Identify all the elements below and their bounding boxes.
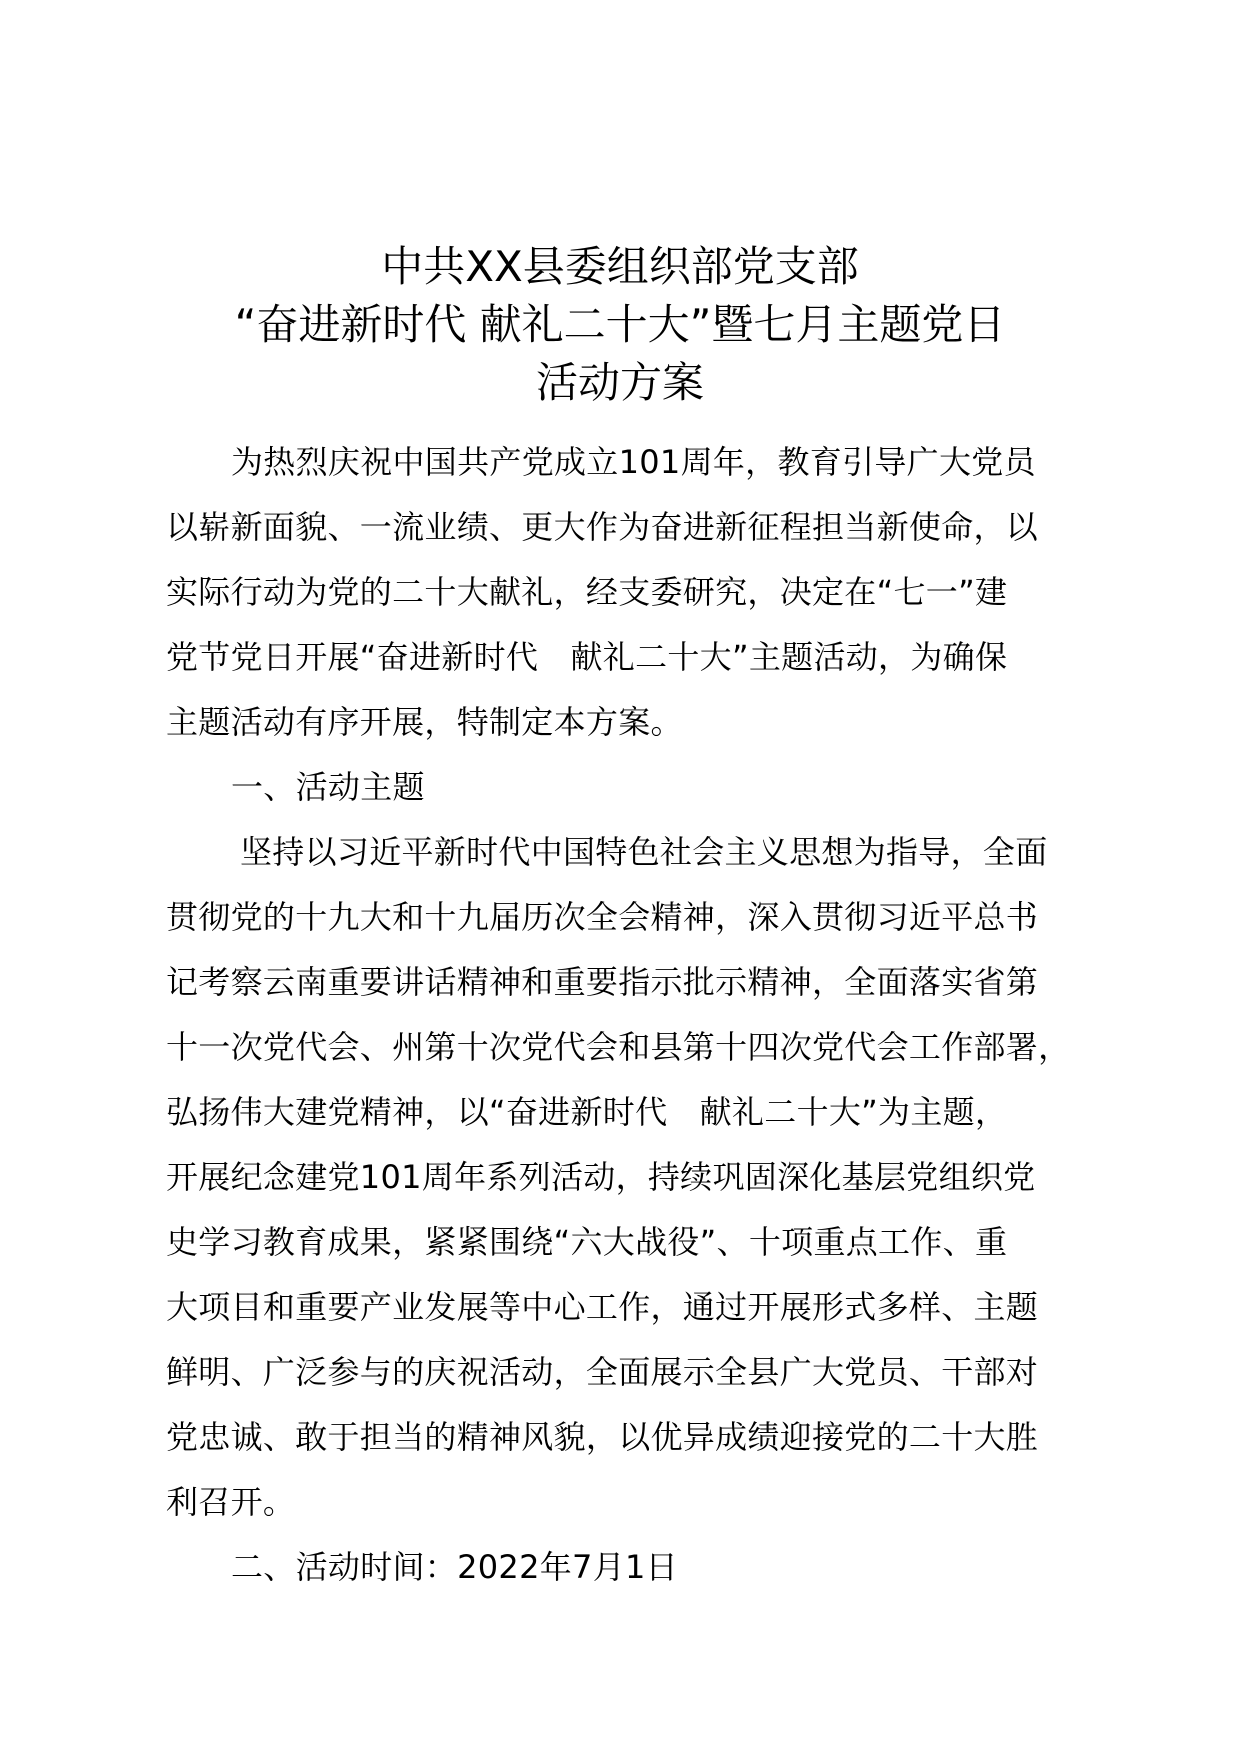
section-1-line-6: 开展纪念建党101周年系列活动，持续巩固深化基层党组织党	[166, 1158, 1036, 1196]
section-1-line-10: 党忠诚、敢于担当的精神风貌，以优异成绩迎接党的二十大胜	[166, 1418, 1039, 1456]
section-1-line-11: 利召开。	[166, 1483, 296, 1521]
intro-line-4: 党节党日开展“奋进新时代 献礼二十大”主题活动，为确保	[166, 638, 1008, 676]
document-body	[166, 430, 1102, 1600]
document-title	[0, 238, 1240, 412]
section-1-line-5: 弘扬伟大建党精神，以“奋进新时代 献礼二十大”为主题，	[166, 1093, 1008, 1131]
intro-line-1: 为热烈庆祝中国共产党成立101周年，教育引导广大党员	[231, 443, 1036, 481]
section-1-line-7: 史学习教育成果，紧紧围绕“六大战役”、十项重点工作、重	[166, 1223, 1008, 1261]
section-1-line-4: 十一次党代会、州第十次党代会和县第十四次党代会工作部署，	[166, 1028, 1071, 1066]
title-line-1: 中共XX县委组织部党支部	[381, 242, 859, 291]
intro-line-5: 主题活动有序开展，特制定本方案。	[166, 703, 683, 741]
section-2-heading: 二、活动时间：2022年7月1日	[231, 1548, 678, 1586]
section-1-line-8: 大项目和重要产业发展等中心工作，通过开展形式多样、主题	[166, 1288, 1039, 1326]
section-1-line-9: 鲜明、广泛参与的庆祝活动，全面展示全县广大党员、干部对	[166, 1353, 1039, 1391]
intro-line-3: 实际行动为党的二十大献礼，经支委研究，决定在“七一”建	[166, 573, 1008, 611]
title-line-2: “奋进新时代 献礼二十大”暨七月主题党日	[234, 300, 1006, 349]
section-1-line-1: 坚持以习近平新时代中国特色社会主义思想为指导，全面	[240, 833, 1048, 871]
section-1-line-2: 贯彻党的十九大和十九届历次全会精神，深入贯彻习近平总书	[166, 898, 1039, 936]
title-line-3: 活动方案	[535, 358, 704, 407]
section-1-heading: 一、活动主题	[231, 768, 425, 806]
section-1-line-3: 记考察云南重要讲话精神和重要指示批示精神，全面落实省第	[166, 963, 1039, 1001]
intro-line-2: 以崭新面貌、一流业绩、更大作为奋进新征程担当新使命，以	[166, 508, 1039, 546]
